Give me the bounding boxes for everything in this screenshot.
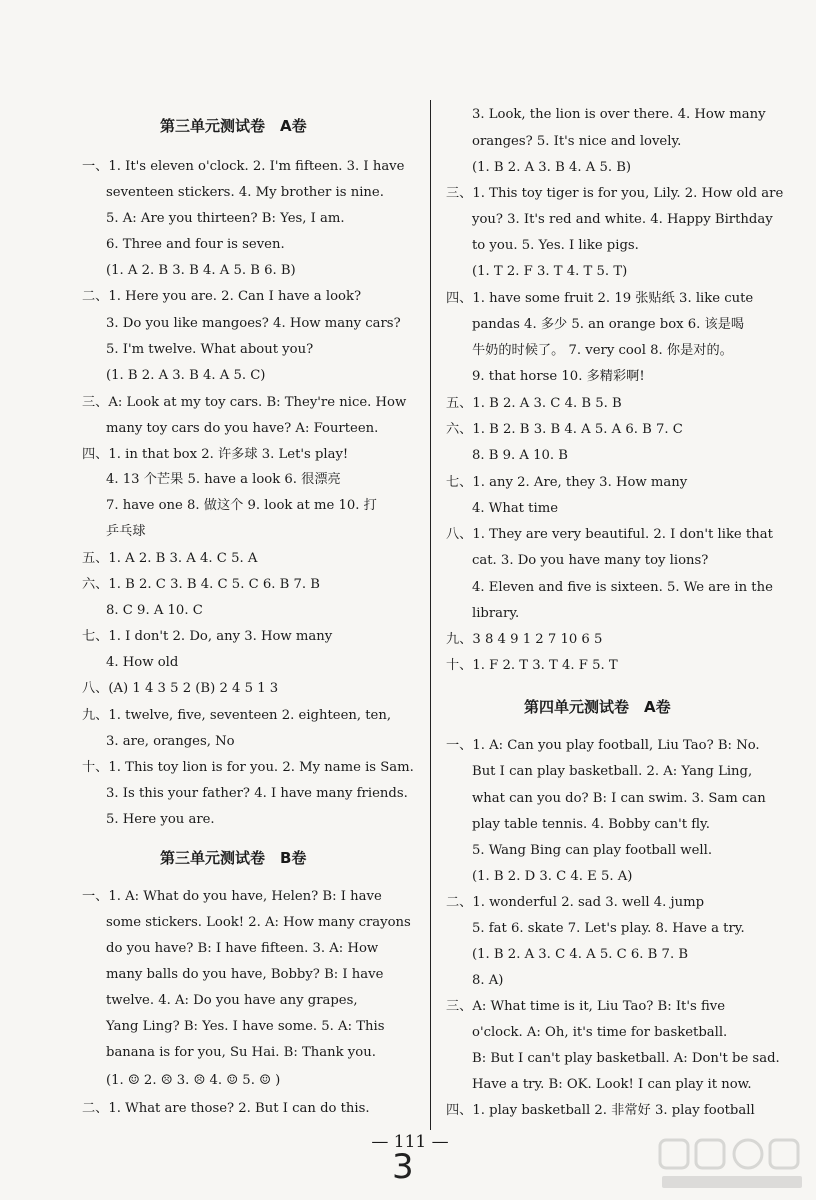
answer-line: 四、1. play basketball 2. 非常好 3. play football <box>446 1103 755 1118</box>
answer-line: seventeen stickers. 4. My brother is nine. <box>106 185 384 200</box>
answer-line: 三、1. This toy tiger is for you, Lily. 2. How old are <box>446 186 784 201</box>
answer-line: (1. ☺ 2. ☹ 3. ☹ 4. ☺ 5. ☺ ) <box>106 1073 281 1088</box>
answer-line: (1. B 2. A 3. B 4. A 5. C) <box>106 368 266 383</box>
answer-line: 5. Wang Bing can play football well. <box>472 843 713 858</box>
answer-line: 九、3 8 4 9 1 2 7 10 6 5 <box>446 632 603 647</box>
answer-line: 五、1. A 2. B 3. A 4. C 5. A <box>82 551 258 566</box>
answer-line: 乒乓球 <box>106 524 146 539</box>
answer-line: 4. How old <box>106 655 179 670</box>
answer-line: (1. T 2. F 3. T 4. T 5. T) <box>472 264 628 279</box>
answer-line: 一、1. It's eleven o'clock. 2. I'm fifteen. 3. I have <box>82 159 405 174</box>
answer-line: twelve. 4. A: Do you have any grapes, <box>106 993 358 1008</box>
answer-line: some stickers. Look! 2. A: How many crayons <box>106 915 411 930</box>
answer-line: 8. A) <box>472 973 504 988</box>
answer-line: 二、1. Here you are. 2. Can I have a look? <box>82 289 362 304</box>
answer-line: (1. B 2. A 3. B 4. A 5. B) <box>472 160 632 175</box>
column-divider <box>430 100 431 1130</box>
answer-line: do you have? B: I have fifteen. 3. A: How <box>106 941 379 956</box>
answer-line: 三、A: What time is it, Liu Tao? B: It's five <box>446 999 725 1014</box>
answer-line: 十、1. F 2. T 3. T 4. F 5. T <box>446 658 618 673</box>
answer-line: 4. 13 个芒果 5. have a look 6. 很漂亮 <box>106 472 341 487</box>
answer-line: 5. fat 6. skate 7. Let's play. 8. Have a try. <box>472 921 745 936</box>
answer-line: oranges? 5. It's nice and lovely. <box>472 134 682 149</box>
answer-line: 三、A: Look at my toy cars. B: They're nice. How <box>82 395 407 410</box>
answer-line: to you. 5. Yes. I like pigs. <box>472 238 639 253</box>
answer-line: what can you do? B: I can swim. 3. Sam can <box>472 791 766 806</box>
answer-line: 5. A: Are you thirteen? B: Yes, I am. <box>106 211 345 226</box>
answer-line: 十、1. This toy lion is for you. 2. My name is Sam. <box>82 760 414 775</box>
answer-line: 8. C 9. A 10. C <box>106 603 203 618</box>
answer-line: many balls do you have, Bobby? B: I have <box>106 967 384 982</box>
answer-line: 3. Look, the lion is over there. 4. How many <box>472 107 766 122</box>
answer-line: pandas 4. 多少 5. an orange box 6. 该是喝 <box>472 317 745 332</box>
answer-line: 一、1. A: What do you have, Helen? B: I have <box>82 889 382 904</box>
answer-line: 3. Do you like mangoes? 4. How many cars? <box>106 316 401 331</box>
answer-line: 8. B 9. A 10. B <box>472 448 569 463</box>
answer-line: (1. B 2. A 3. C 4. A 5. C 6. B 7. B <box>472 947 689 962</box>
answer-line: 四、1. have some fruit 2. 19 张贴纸 3. like cute <box>446 291 754 306</box>
answer-line: 5. Here you are. <box>106 812 215 827</box>
answer-line: 5. I'm twelve. What about you? <box>106 342 314 357</box>
answer-line: 3. Is this your father? 4. I have many friends. <box>106 786 408 801</box>
page-number: — 111 — <box>371 1132 449 1152</box>
answer-line: Yang Ling? B: Yes. I have some. 5. A: This <box>106 1019 385 1034</box>
answer-line: But I can play basketball. 2. A: Yang Ling, <box>472 764 753 779</box>
watermark-logo-icon <box>656 1134 810 1194</box>
answer-line: banana is for you, Su Hai. B: Thank you. <box>106 1045 376 1060</box>
answer-line: 二、1. What are those? 2. But I can do this. <box>82 1101 370 1116</box>
answer-line: B: But I can't play basketball. A: Don't be sad. <box>472 1051 780 1066</box>
answer-line: (1. B 2. D 3. C 4. E 5. A) <box>472 869 633 884</box>
answer-line: (1. A 2. B 3. B 4. A 5. B 6. B) <box>106 263 296 278</box>
handwritten-mark: 3 <box>392 1147 414 1187</box>
answer-line: 六、1. B 2. B 3. B 4. A 5. A 6. B 7. C <box>446 422 683 437</box>
answer-line: cat. 3. Do you have many toy lions? <box>472 553 709 568</box>
answer-line: Have a try. B: OK. Look! I can play it now. <box>472 1077 752 1092</box>
answer-line: 八、1. They are very beautiful. 2. I don't like that <box>446 527 773 542</box>
answer-line: 四、1. in that box 2. 许多球 3. Let's play! <box>82 447 349 462</box>
answer-line: 7. have one 8. 做这个 9. look at me 10. 打 <box>106 498 377 513</box>
answer-line: 4. Eleven and five is sixteen. 5. We are in the <box>472 580 773 595</box>
answer-line: you? 3. It's red and white. 4. Happy Birthday <box>472 212 773 227</box>
answer-line: 6. Three and four is seven. <box>106 237 285 252</box>
answer-line: library. <box>472 606 520 621</box>
section-title: 第三单元测试卷 B卷 <box>160 849 307 867</box>
answer-line: play table tennis. 4. Bobby can't fly. <box>472 817 710 832</box>
answer-line: 八、(A) 1 4 3 5 2 (B) 2 4 5 1 3 <box>82 681 279 696</box>
answer-line: 七、1. any 2. Are, they 3. How many <box>446 475 688 490</box>
answer-line: 七、1. I don't 2. Do, any 3. How many <box>82 629 333 644</box>
answer-line: 牛奶的时候了。 7. very cool 8. 你是对的。 <box>472 343 733 358</box>
section-title: 第四单元测试卷 A卷 <box>524 698 671 716</box>
answer-line: 4. What time <box>472 501 559 516</box>
section-title: 第三单元测试卷 A卷 <box>160 117 307 135</box>
answer-line: 五、1. B 2. A 3. C 4. B 5. B <box>446 396 622 411</box>
answer-line: 二、1. wonderful 2. sad 3. well 4. jump <box>446 895 705 910</box>
answer-line: 9. that horse 10. 多精彩啊! <box>472 369 645 384</box>
answer-line: 九、1. twelve, five, seventeen 2. eighteen, ten, <box>82 708 392 723</box>
answer-line: 六、1. B 2. C 3. B 4. C 5. C 6. B 7. B <box>82 577 320 592</box>
answer-line: many toy cars do you have? A: Fourteen. <box>106 421 379 436</box>
answer-line: o'clock. A: Oh, it's time for basketball. <box>472 1025 728 1040</box>
answer-line: 一、1. A: Can you play football, Liu Tao? B: No. <box>446 738 760 753</box>
answer-line: 3. are, oranges, No <box>106 734 235 749</box>
